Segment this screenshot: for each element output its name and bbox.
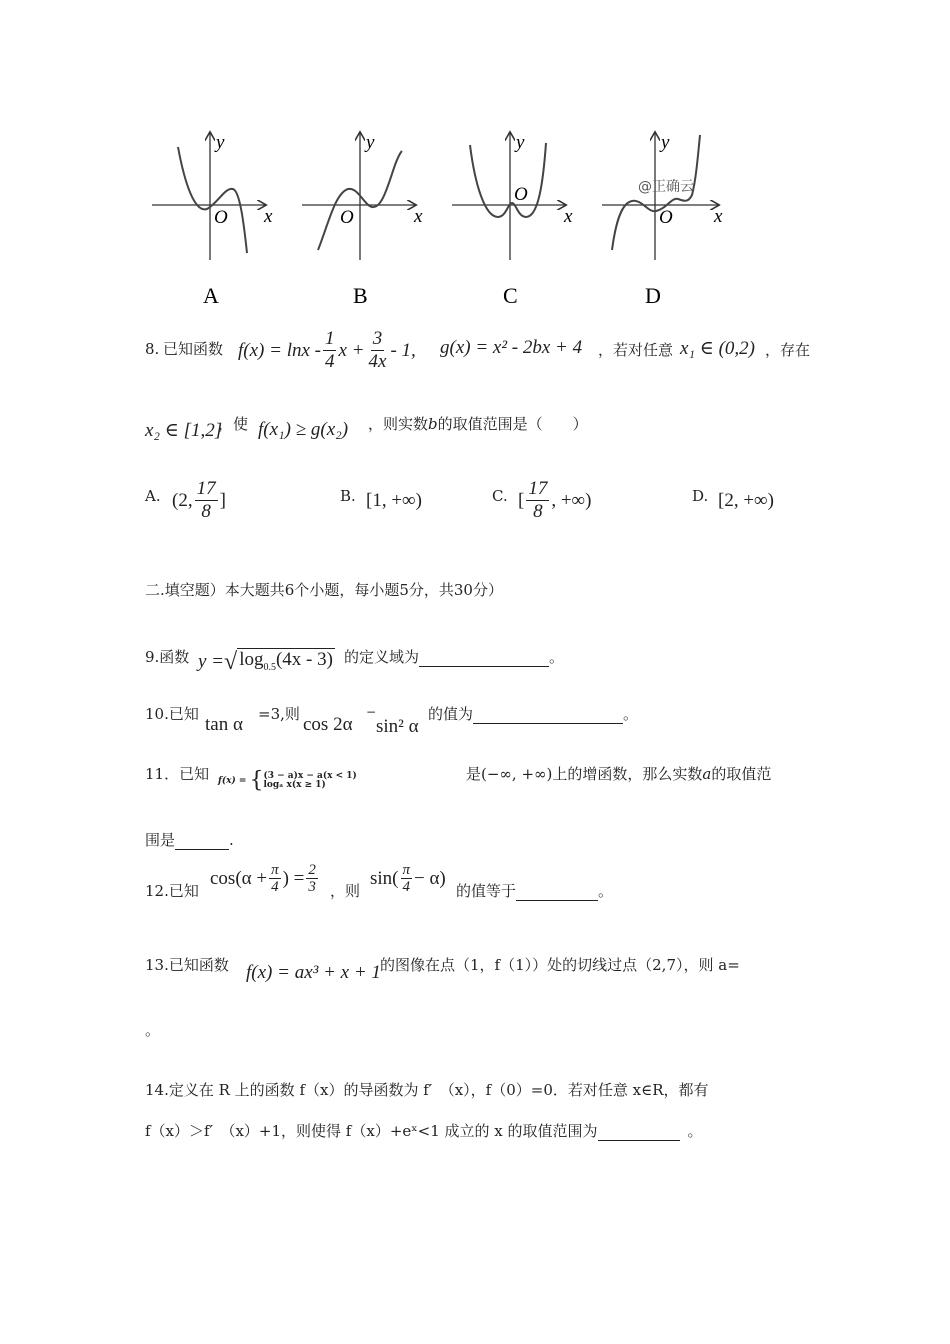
- origin-label: O: [340, 207, 354, 228]
- q11-case-2: logₐ x(x ≥ 1): [263, 780, 326, 790]
- q12-end: 。: [598, 882, 614, 900]
- q8-text-3: ，存在: [765, 341, 811, 359]
- q10-text-2: [428, 704, 638, 724]
- graph-d: [602, 132, 723, 308]
- q8-option-d-label[interactable]: D.: [692, 487, 709, 505]
- q11-text: 11．已知: [145, 765, 210, 783]
- q14-line-2a: f（x）＞f′ （x）+1，则使得 f（x）+eˣ<1 成立的 x 的取值范围为: [145, 1122, 598, 1140]
- origin-label: O: [659, 207, 673, 228]
- q8-g-definition: g(x) = x² - 2bx + 4: [440, 337, 583, 358]
- q14-end: 。: [687, 1122, 703, 1140]
- x-label: x: [714, 206, 723, 227]
- x-label: x: [414, 206, 423, 227]
- q11-cases: [263, 772, 356, 790]
- q9-answer-blank[interactable]: [419, 666, 549, 667]
- frac-denominator: 8: [533, 501, 543, 522]
- origin-label: O: [214, 207, 228, 228]
- graph-label-b: B: [353, 283, 368, 308]
- q12-answer-blank[interactable]: [516, 900, 598, 901]
- q11-lhs: f(x) =: [218, 776, 247, 786]
- q14-line-1: 14.定义在 R 上的函数 f（x）的导函数为 f′ （x），f（0）=0．若对任意 x∈R，都有: [145, 1081, 709, 1099]
- q12-sin-expression: [370, 862, 446, 895]
- x-label: x: [564, 206, 573, 227]
- frac-numerator: π: [402, 862, 411, 878]
- q11-text-4: [145, 830, 234, 850]
- q8-option-d[interactable]: [2, +∞): [718, 490, 774, 511]
- opt-a-post: ]: [219, 489, 226, 511]
- q12-sin-pi-frac: [401, 862, 413, 895]
- q9-text-2a: 的定义域为: [344, 648, 420, 666]
- q11-text-2: [466, 764, 771, 784]
- q8-f-lhs: f(x) = lnx -: [238, 339, 321, 361]
- q10-tan: tan α: [205, 714, 243, 735]
- q10-cos: cos 2α: [303, 714, 353, 735]
- q8-inequality: f(x₁) ≥ g(x₂): [258, 419, 349, 440]
- q14-line-2: [145, 1121, 703, 1141]
- q8-option-c[interactable]: [518, 478, 591, 523]
- var-a: a: [702, 765, 712, 783]
- graph-a: [152, 132, 273, 308]
- q11-answer-blank[interactable]: [175, 849, 229, 850]
- graph-label-c: C: [503, 283, 518, 308]
- q10-end: 。: [623, 705, 639, 723]
- q9-end: 。: [549, 648, 565, 666]
- curve-a: [178, 147, 247, 253]
- y-label: y: [216, 132, 225, 153]
- frac-denominator: 8: [201, 501, 211, 522]
- section-heading: 二.填空题）本大题共6个小题，每小题5分，共30分）: [145, 581, 503, 599]
- q9-y: y =: [198, 650, 225, 672]
- graph-label-a: A: [203, 283, 219, 308]
- opt-c-post: , +∞): [551, 489, 592, 511]
- q11-case-1: (3 − a)x − a(x < 1): [263, 771, 357, 781]
- q10-answer-blank[interactable]: [473, 723, 623, 724]
- y-label: y: [366, 132, 375, 153]
- opt-c-frac: [526, 478, 549, 523]
- frac-numerator: 3: [372, 328, 383, 349]
- q12-text: 12.已知: [145, 882, 199, 900]
- q9-radicand: [237, 648, 335, 673]
- q12-cos-expression: [210, 862, 320, 895]
- y-label: y: [516, 132, 525, 153]
- graph-c: [452, 132, 573, 308]
- q12-cos-pre: cos(α +: [210, 867, 268, 889]
- q12-text-2: ，则: [330, 882, 361, 900]
- q11-text-4a: 围是: [145, 831, 176, 849]
- q13-text-2: 的图像在点（1，f（1））处的切线过点（2,7），则 a=: [380, 956, 740, 974]
- function-graphs: [140, 125, 740, 315]
- q8-text-5a: ，则实数: [368, 415, 429, 433]
- q9-log: log: [239, 649, 264, 670]
- graph-label-d: D: [645, 283, 661, 308]
- opt-c-pre: [: [518, 489, 525, 511]
- q12-sin-post: − α): [414, 867, 446, 889]
- q8-f-end: - 1,: [390, 339, 416, 361]
- q8-option-c-label[interactable]: C.: [492, 487, 508, 505]
- q8-frac-1: [323, 328, 337, 373]
- x-label: x: [264, 206, 273, 227]
- q12-text-3a: 的值等于: [456, 882, 517, 900]
- q8-text-4: ，使: [218, 415, 249, 433]
- frac-denominator: 4: [324, 351, 335, 372]
- q13-expression: f(x) = ax³ + x + 1: [246, 962, 381, 983]
- q8-frac-2: [367, 328, 389, 373]
- q12-text-3: [456, 881, 613, 901]
- y-label: y: [661, 132, 670, 153]
- origin-label: O: [514, 184, 528, 205]
- opt-a-pre: (2,: [172, 489, 193, 511]
- q8-f-mid: x +: [338, 339, 365, 361]
- curve-c: [470, 143, 546, 217]
- frac-numerator: 17: [196, 478, 216, 499]
- q8-text-5: [368, 414, 588, 434]
- q8-option-b-label[interactable]: B.: [340, 487, 356, 505]
- sqrt-icon: √: [224, 648, 238, 675]
- frac-numerator: 2: [308, 862, 316, 878]
- q8-x2-condition: x₂ ∈ [1,2]: [145, 420, 223, 441]
- frac-denominator: 3: [308, 879, 316, 895]
- q11-text-3: 的取值范: [711, 765, 772, 783]
- q10-text: 10.已知: [145, 705, 199, 723]
- q8-text-6: 的取值范围是（ ）: [437, 415, 588, 433]
- q10-text-2a: 的值为: [428, 705, 474, 723]
- q12-cos-post: ) =: [282, 867, 305, 889]
- q13-text: 13.已知函数: [145, 956, 229, 974]
- frac-denominator: 4: [402, 879, 410, 895]
- q8-f-definition: [238, 328, 416, 373]
- frac-denominator: 4x: [368, 351, 387, 372]
- frac-numerator: 17: [528, 478, 548, 499]
- q8-option-a-label[interactable]: A.: [145, 487, 161, 505]
- q8-text-2: ，若对任意: [598, 341, 674, 359]
- q11-piecewise: [218, 768, 357, 793]
- brace-icon: {: [249, 768, 264, 793]
- q9-log-arg: (4x - 3): [275, 649, 333, 670]
- q9-text: 9.函数: [145, 648, 190, 666]
- graph-b: [302, 132, 423, 308]
- frac-denominator: 4: [271, 879, 279, 895]
- frac-numerator: π: [271, 862, 279, 878]
- opt-a-frac: [195, 478, 218, 523]
- q8-number: 8.: [145, 340, 160, 358]
- q12-value-frac: [306, 862, 318, 895]
- q8-x1-condition: x₁ ∈ (0,2): [680, 338, 756, 359]
- q13-end: 。: [145, 1021, 161, 1039]
- q10-sin: sin² α: [376, 716, 419, 737]
- var-b: b: [428, 415, 438, 433]
- q11-text-2a: 是(−∞, +∞)上的增函数，那么实数: [466, 765, 703, 783]
- q14-answer-blank[interactable]: [598, 1140, 680, 1141]
- q9-expression: [198, 648, 335, 673]
- q9-log-base: 0.5: [263, 661, 276, 673]
- q10-minus: −: [366, 705, 377, 719]
- q11-end: .: [229, 831, 234, 849]
- watermark: @正确云: [638, 179, 694, 195]
- frac-numerator: 1: [324, 328, 335, 349]
- q8-text: 已知函数: [163, 340, 224, 358]
- q12-pi-frac: [269, 862, 281, 895]
- q9-text-2: [344, 647, 564, 667]
- q10-eq: =3,则: [258, 705, 300, 723]
- q8-option-a[interactable]: [172, 478, 226, 523]
- q8-option-b[interactable]: [1, +∞): [366, 490, 422, 511]
- q12-sin-pre: sin(: [370, 867, 399, 889]
